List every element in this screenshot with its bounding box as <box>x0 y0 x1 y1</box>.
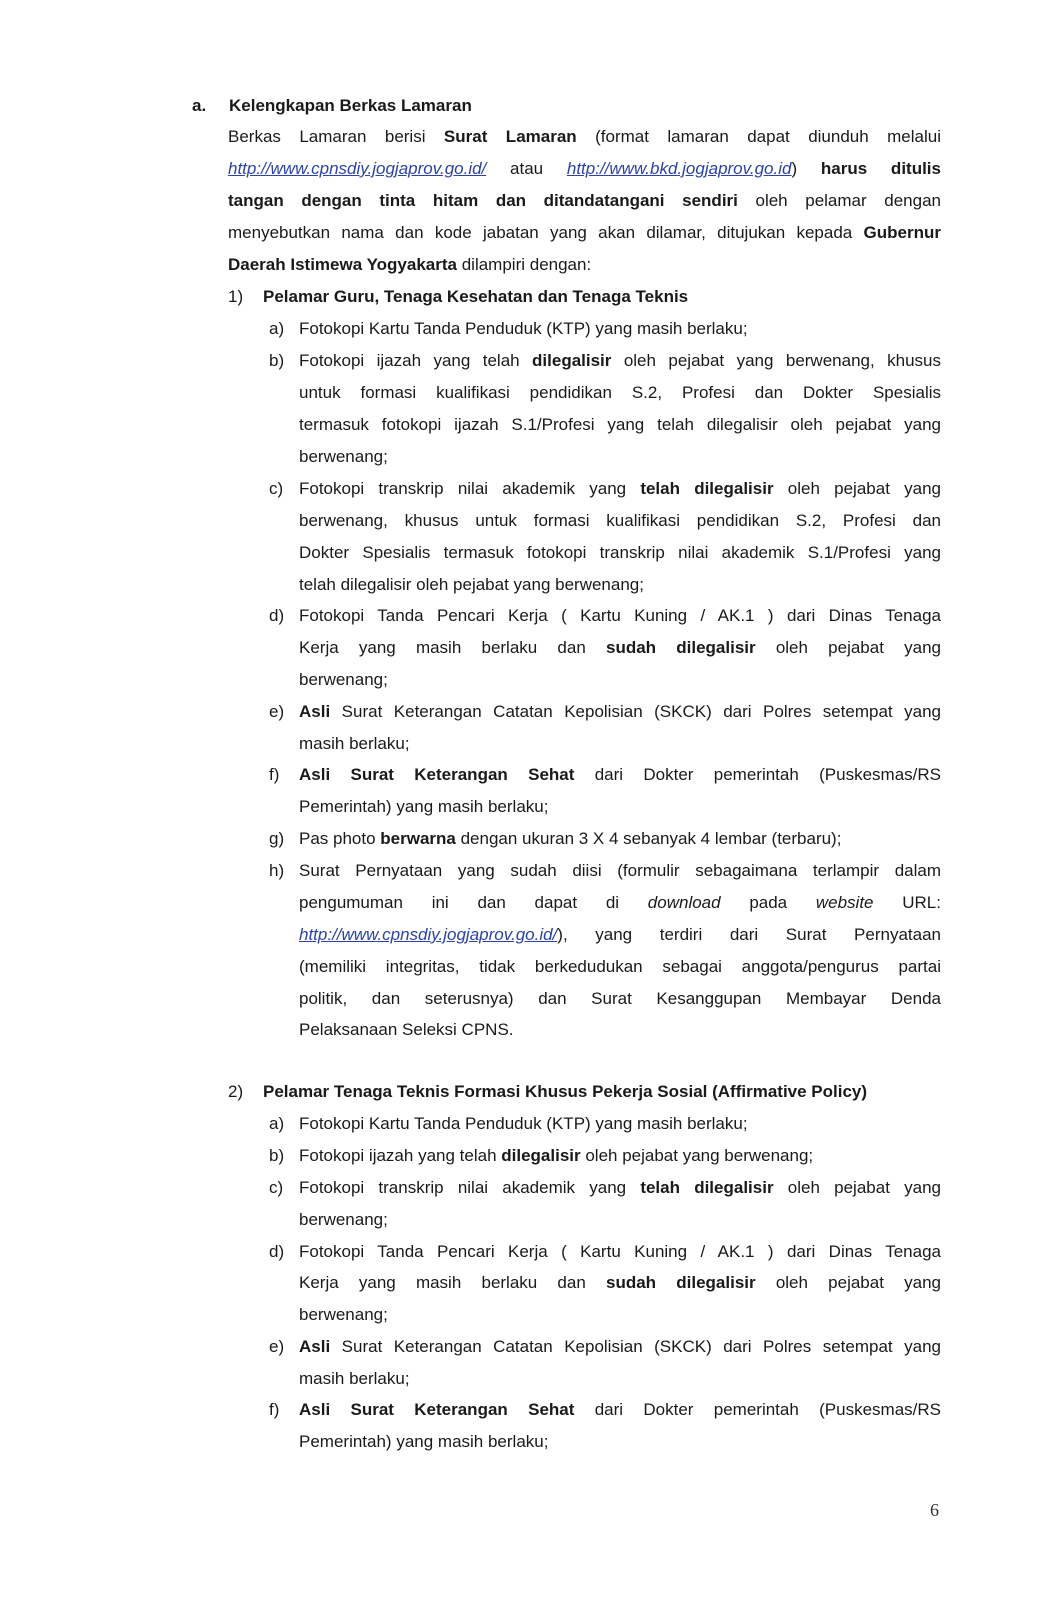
intro-line-5: Daerah Istimewa Yogyakarta dilampiri dengan: <box>228 255 592 274</box>
g2-item-e-line-1: Asli Surat Keterangan Catatan Kepolisian (SKCK) dari Polres setempat yang <box>299 1337 941 1356</box>
cpnsdiy-link[interactable]: http://www.cpnsdiy.jogjaprov.go.id/ <box>228 159 487 178</box>
g1-item-h-line-6: Pelaksanaan Seleksi CPNS. <box>299 1020 514 1039</box>
g1-item-f-line-2: Pemerintah) yang masih berlaku; <box>299 797 549 816</box>
g1-item-d-line-1: Fotokopi Tanda Pencari Kerja ( Kartu Kuning / AK.1 ) dari Dinas Tenaga <box>299 606 941 625</box>
section-label: a. <box>192 96 207 115</box>
group1-title: Pelamar Guru, Tenaga Kesehatan dan Tenaga Teknis <box>263 287 689 306</box>
g1-item-e-label: e) <box>269 702 285 721</box>
g1-item-f-label: f) <box>269 765 280 784</box>
g1-item-e-line-2: masih berlaku; <box>299 734 410 753</box>
g1-item-b-line-3: termasuk fotokopi ijazah S.1/Profesi yang telah dilegalisir oleh pejabat yang <box>299 415 941 434</box>
group2-title: Pelamar Tenaga Teknis Formasi Khusus Pekerja Sosial (Affirmative Policy) <box>263 1082 868 1101</box>
bkd-link[interactable]: http://www.bkd.jogjaprov.go.id <box>566 159 792 178</box>
g2-item-f-label: f) <box>269 1400 280 1419</box>
g2-item-d-line-1: Fotokopi Tanda Pencari Kerja ( Kartu Kuning / AK.1 ) dari Dinas Tenaga <box>299 1242 941 1261</box>
g1-item-h-line-3: http://www.cpnsdiy.jogjaprov.go.id/), yang terdiri dari Surat Pernyataan <box>299 925 941 944</box>
g2-item-d-label: d) <box>269 1242 285 1261</box>
g1-item-a-label: a) <box>269 319 285 338</box>
g1-item-g: Pas photo berwarna dengan ukuran 3 X 4 sebanyak 4 lembar (terbaru); <box>299 829 842 848</box>
g2-item-c-line-1: Fotokopi transkrip nilai akademik yang telah dilegalisir oleh pejabat yang <box>299 1178 941 1197</box>
g2-item-e-label: e) <box>269 1337 285 1356</box>
g1-item-f-line-1: Asli Surat Keterangan Sehat dari Dokter pemerintah (Puskesmas/RS <box>299 765 941 784</box>
g2-item-e-line-2: masih berlaku; <box>299 1369 410 1388</box>
intro-line-1: Berkas Lamaran berisi Surat Lamaran (format lamaran dapat diunduh melalui <box>228 127 941 146</box>
g2-item-b-label: b) <box>269 1146 285 1165</box>
g2-item-a: Fotokopi Kartu Tanda Penduduk (KTP) yang masih berlaku; <box>299 1114 748 1133</box>
g2-item-f-line-1: Asli Surat Keterangan Sehat dari Dokter pemerintah (Puskesmas/RS <box>299 1400 941 1419</box>
page-number: 6 <box>930 1500 939 1520</box>
g2-item-d-line-3: berwenang; <box>299 1305 388 1324</box>
g1-item-c-line-4: telah dilegalisir oleh pejabat yang berwenang; <box>299 575 644 594</box>
g1-item-a: Fotokopi Kartu Tanda Penduduk (KTP) yang masih berlaku; <box>299 319 748 338</box>
intro-line-2: http://www.cpnsdiy.jogjaprov.go.id/ atau http://www.bkd.jogjaprov.go.id) harus ditulis <box>228 159 941 178</box>
g2-item-b: Fotokopi ijazah yang telah dilegalisir oleh pejabat yang berwenang; <box>299 1146 814 1165</box>
g1-item-h-line-5: politik, dan seterusnya) dan Surat Kesanggupan Membayar Denda <box>299 989 941 1008</box>
intro-line-3: tangan dengan tinta hitam dan ditandatangani sendiri oleh pelamar dengan <box>228 191 941 210</box>
g1-item-c-label: c) <box>269 479 284 498</box>
g1-item-c-line-1: Fotokopi transkrip nilai akademik yang telah dilegalisir oleh pejabat yang <box>299 479 941 498</box>
g2-item-c-label: c) <box>269 1178 284 1197</box>
g2-item-a-label: a) <box>269 1114 285 1133</box>
group2-number: 2) <box>228 1082 244 1101</box>
g2-item-c-line-2: berwenang; <box>299 1210 388 1229</box>
g2-item-f-line-2: Pemerintah) yang masih berlaku; <box>299 1432 549 1451</box>
g1-item-d-label: d) <box>269 606 285 625</box>
g1-item-b-label: b) <box>269 351 285 370</box>
g1-item-h-line-1: Surat Pernyataan yang sudah diisi (formulir sebagaimana terlampir dalam <box>299 861 941 880</box>
cpnsdiy-link-2[interactable]: http://www.cpnsdiy.jogjaprov.go.id/ <box>299 925 558 944</box>
g1-item-e-line-1: Asli Surat Keterangan Catatan Kepolisian (SKCK) dari Polres setempat yang <box>299 702 941 721</box>
g1-item-d-line-2: Kerja yang masih berlaku dan sudah dilegalisir oleh pejabat yang <box>299 638 941 657</box>
g1-item-h-label: h) <box>269 861 285 880</box>
g1-item-c-line-2: berwenang, khusus untuk formasi kualifikasi pendidikan S.2, Profesi dan <box>299 511 941 530</box>
intro-line-4: menyebutkan nama dan kode jabatan yang akan dilamar, ditujukan kepada Gubernur <box>228 223 941 242</box>
g1-item-b-line-1: Fotokopi ijazah yang telah dilegalisir oleh pejabat yang berwenang, khusus <box>299 351 941 370</box>
group1-number: 1) <box>228 287 244 306</box>
g1-item-b-line-2: untuk formasi kualifikasi pendidikan S.2, Profesi dan Dokter Spesialis <box>299 383 941 402</box>
g1-item-b-line-4: berwenang; <box>299 447 388 466</box>
g1-item-g-label: g) <box>269 829 285 848</box>
g1-item-d-line-3: berwenang; <box>299 670 388 689</box>
section-title: Kelengkapan Berkas Lamaran <box>229 96 472 115</box>
g1-item-c-line-3: Dokter Spesialis termasuk fotokopi transkrip nilai akademik S.1/Profesi yang <box>299 543 941 562</box>
g2-item-d-line-2: Kerja yang masih berlaku dan sudah dilegalisir oleh pejabat yang <box>299 1273 941 1292</box>
g1-item-h-line-2: pengumuman ini dan dapat di download pada website URL: <box>299 893 941 912</box>
g1-item-h-line-4: (memiliki integritas, tidak berkedudukan sebagai anggota/pengurus partai <box>299 957 941 976</box>
